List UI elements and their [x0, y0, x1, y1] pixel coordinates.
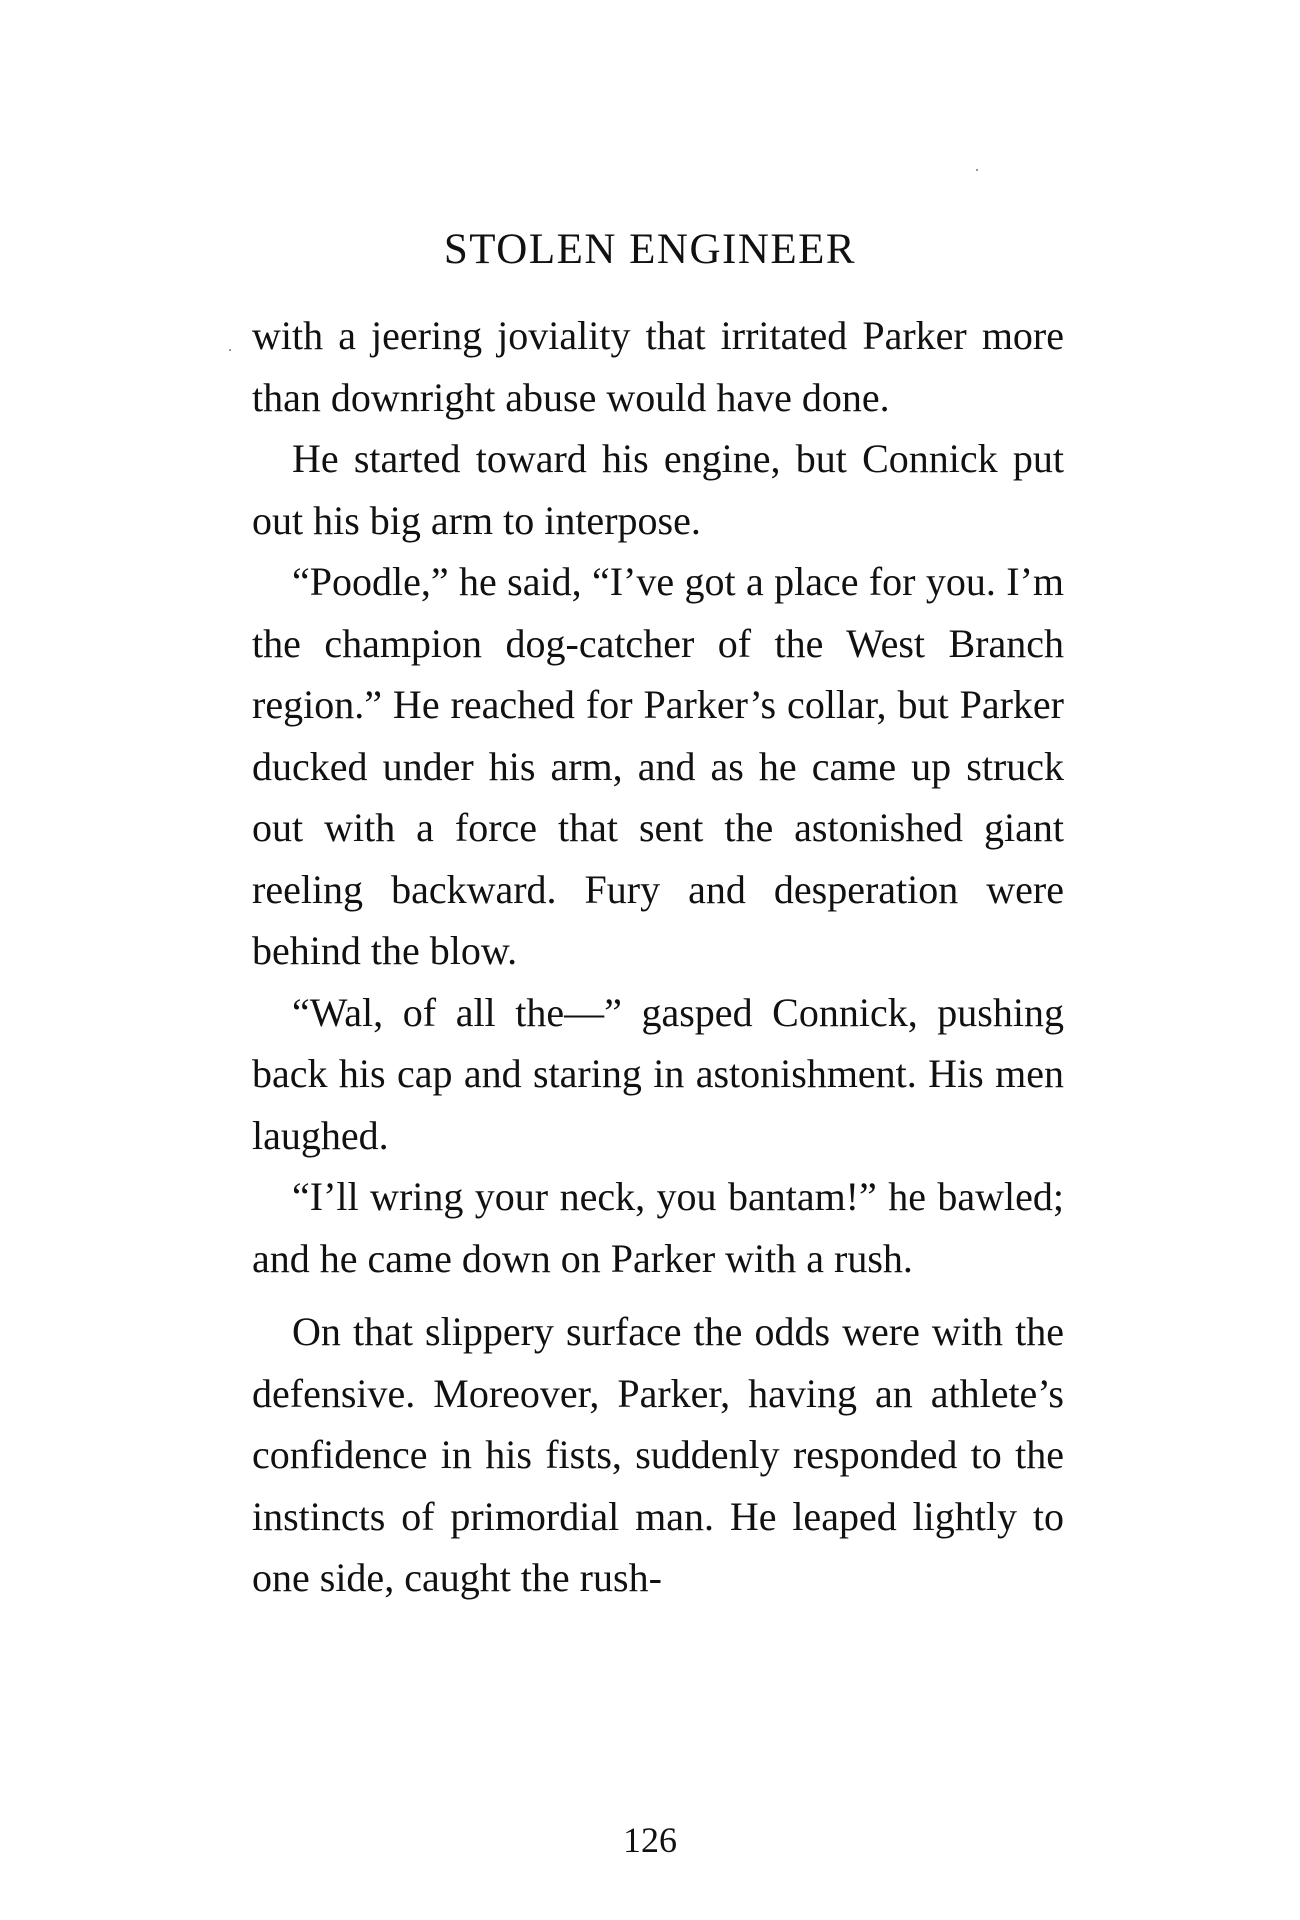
print-speck — [976, 169, 978, 171]
paragraph: “Wal, of all the—” gasped Connick, pushing back his cap and staring in astonishment. His men laughed. — [252, 989, 1064, 1158]
paragraph: He started toward his engine, but Connick put out his big arm to interpose. — [252, 436, 1064, 543]
paragraph: On that slippery surface the odds were with the defensive. Moreover, Parker, having an athlete’s confidence in his fists, suddenly responded to the instincts of primordial man. He leaped lightly to one side, caught the rush- — [252, 1309, 1064, 1600]
body-text — [252, 305, 1064, 1609]
page-number: 126 — [623, 1820, 677, 1860]
print-speck — [229, 349, 231, 351]
paragraph: “Poodle,” he said, “I’ve got a place for you. I’m the champion dog-catcher of the West Branch region.” He reached for Parker’s collar, but Parker ducked under his arm, and as he came up struck out with a force that sent the astonished giant reeling backward. Fury and desperation were behind the blow. — [252, 559, 1064, 973]
paragraph: “I’ll wring your neck, you bantam!” he bawled; and he came down on Parker with a rush. — [252, 1174, 1064, 1281]
paragraph-continued: with a jeering joviality that irritated Parker more than downright abuse would have done. — [252, 313, 1064, 420]
running-head: STOLEN ENGINEER — [443, 226, 857, 273]
